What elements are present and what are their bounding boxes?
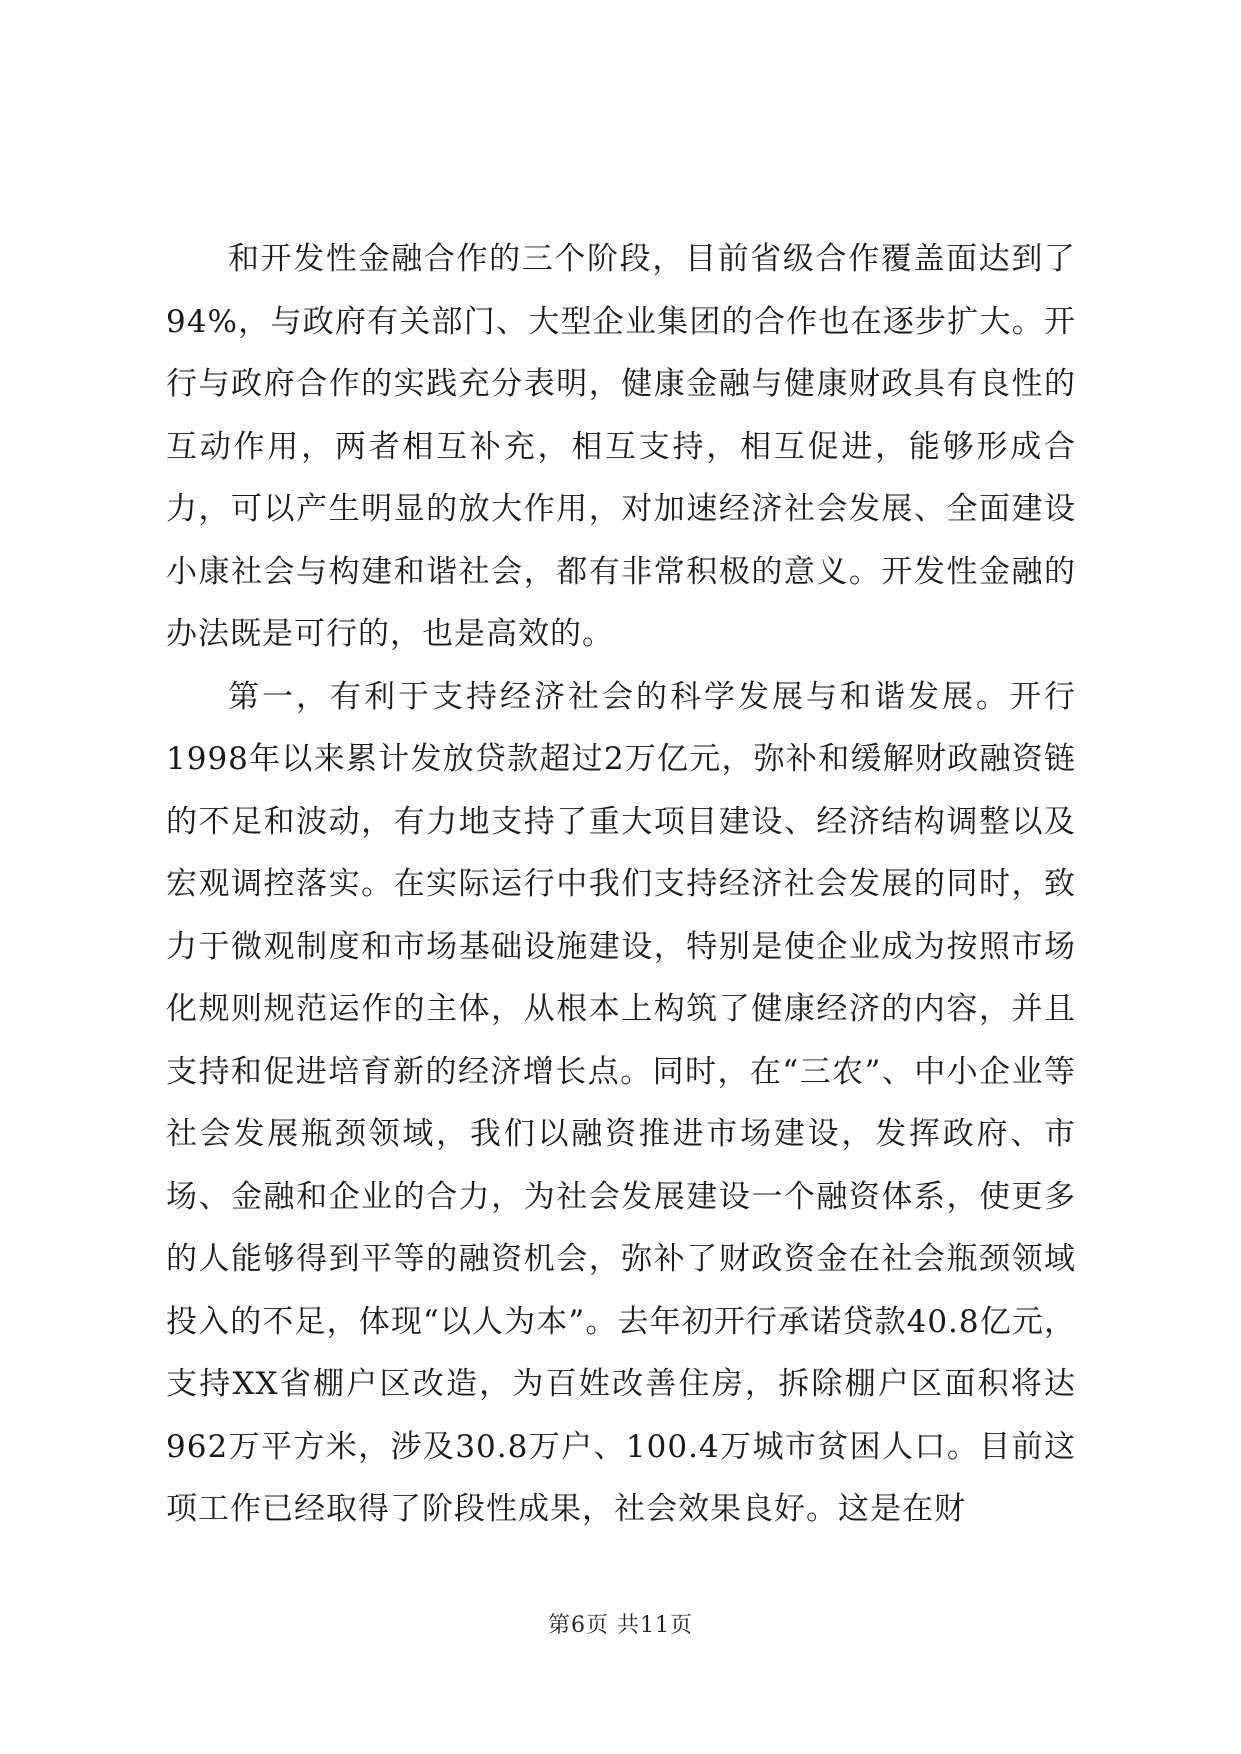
document-body [166, 228, 1076, 1541]
paragraph-1: 和开发性金融合作的三个阶段，目前省级合作覆盖面达到了94%，与政府有关部门、大型企业集团的合作也在逐步扩大。开行与政府合作的实践充分表明，健康金融与健康财政具有良性的互动作用，两者相互补充，相互支持，相互促进，能够形成合力，可以产生明显的放大作用，对加速经济社会发展、全面建设小康社会与构建和谐社会，都有非常积极的意义。开发性金融的办法既是可行的，也是高效的。 [166, 241, 1076, 652]
page-number-footer: 第6页 共11页 [548, 1613, 693, 1638]
paragraph-2: 第一，有利于支持经济社会的科学发展与和谐发展。开行1998年以来累计发放贷款超过2万亿元，弥补和缓解财政融资链的不足和波动，有力地支持了重大项目建设、经济结构调整以及宏观调控落实。在实际运行中我们支持经济社会发展的同时，致力于微观制度和市场基础设施建设，特别是使企业成为按照市场化规则规范运作的主体，从根本上构筑了健康经济的内容，并且支持和促进培育新的经济增长点。同时，在“三农”、中小企业等社会发展瓶颈领域，我们以融资推进市场建设，发挥政府、市场、金融和企业的合力，为社会发展建设一个融资体系，使更多的人能够得到平等的融资机会，弥补了财政资金在社会瓶颈领域投入的不足，体现“以人为本”。去年初开行承诺贷款40.8亿元，支持XX省棚户区改造，为百姓改善住房，拆除棚户区面积将达962万平方米，涉及30.8万户、100.4万城市贫困人口。目前这项工作已经取得了阶段性成果，社会效果良好。这是在财 [166, 678, 1076, 1527]
